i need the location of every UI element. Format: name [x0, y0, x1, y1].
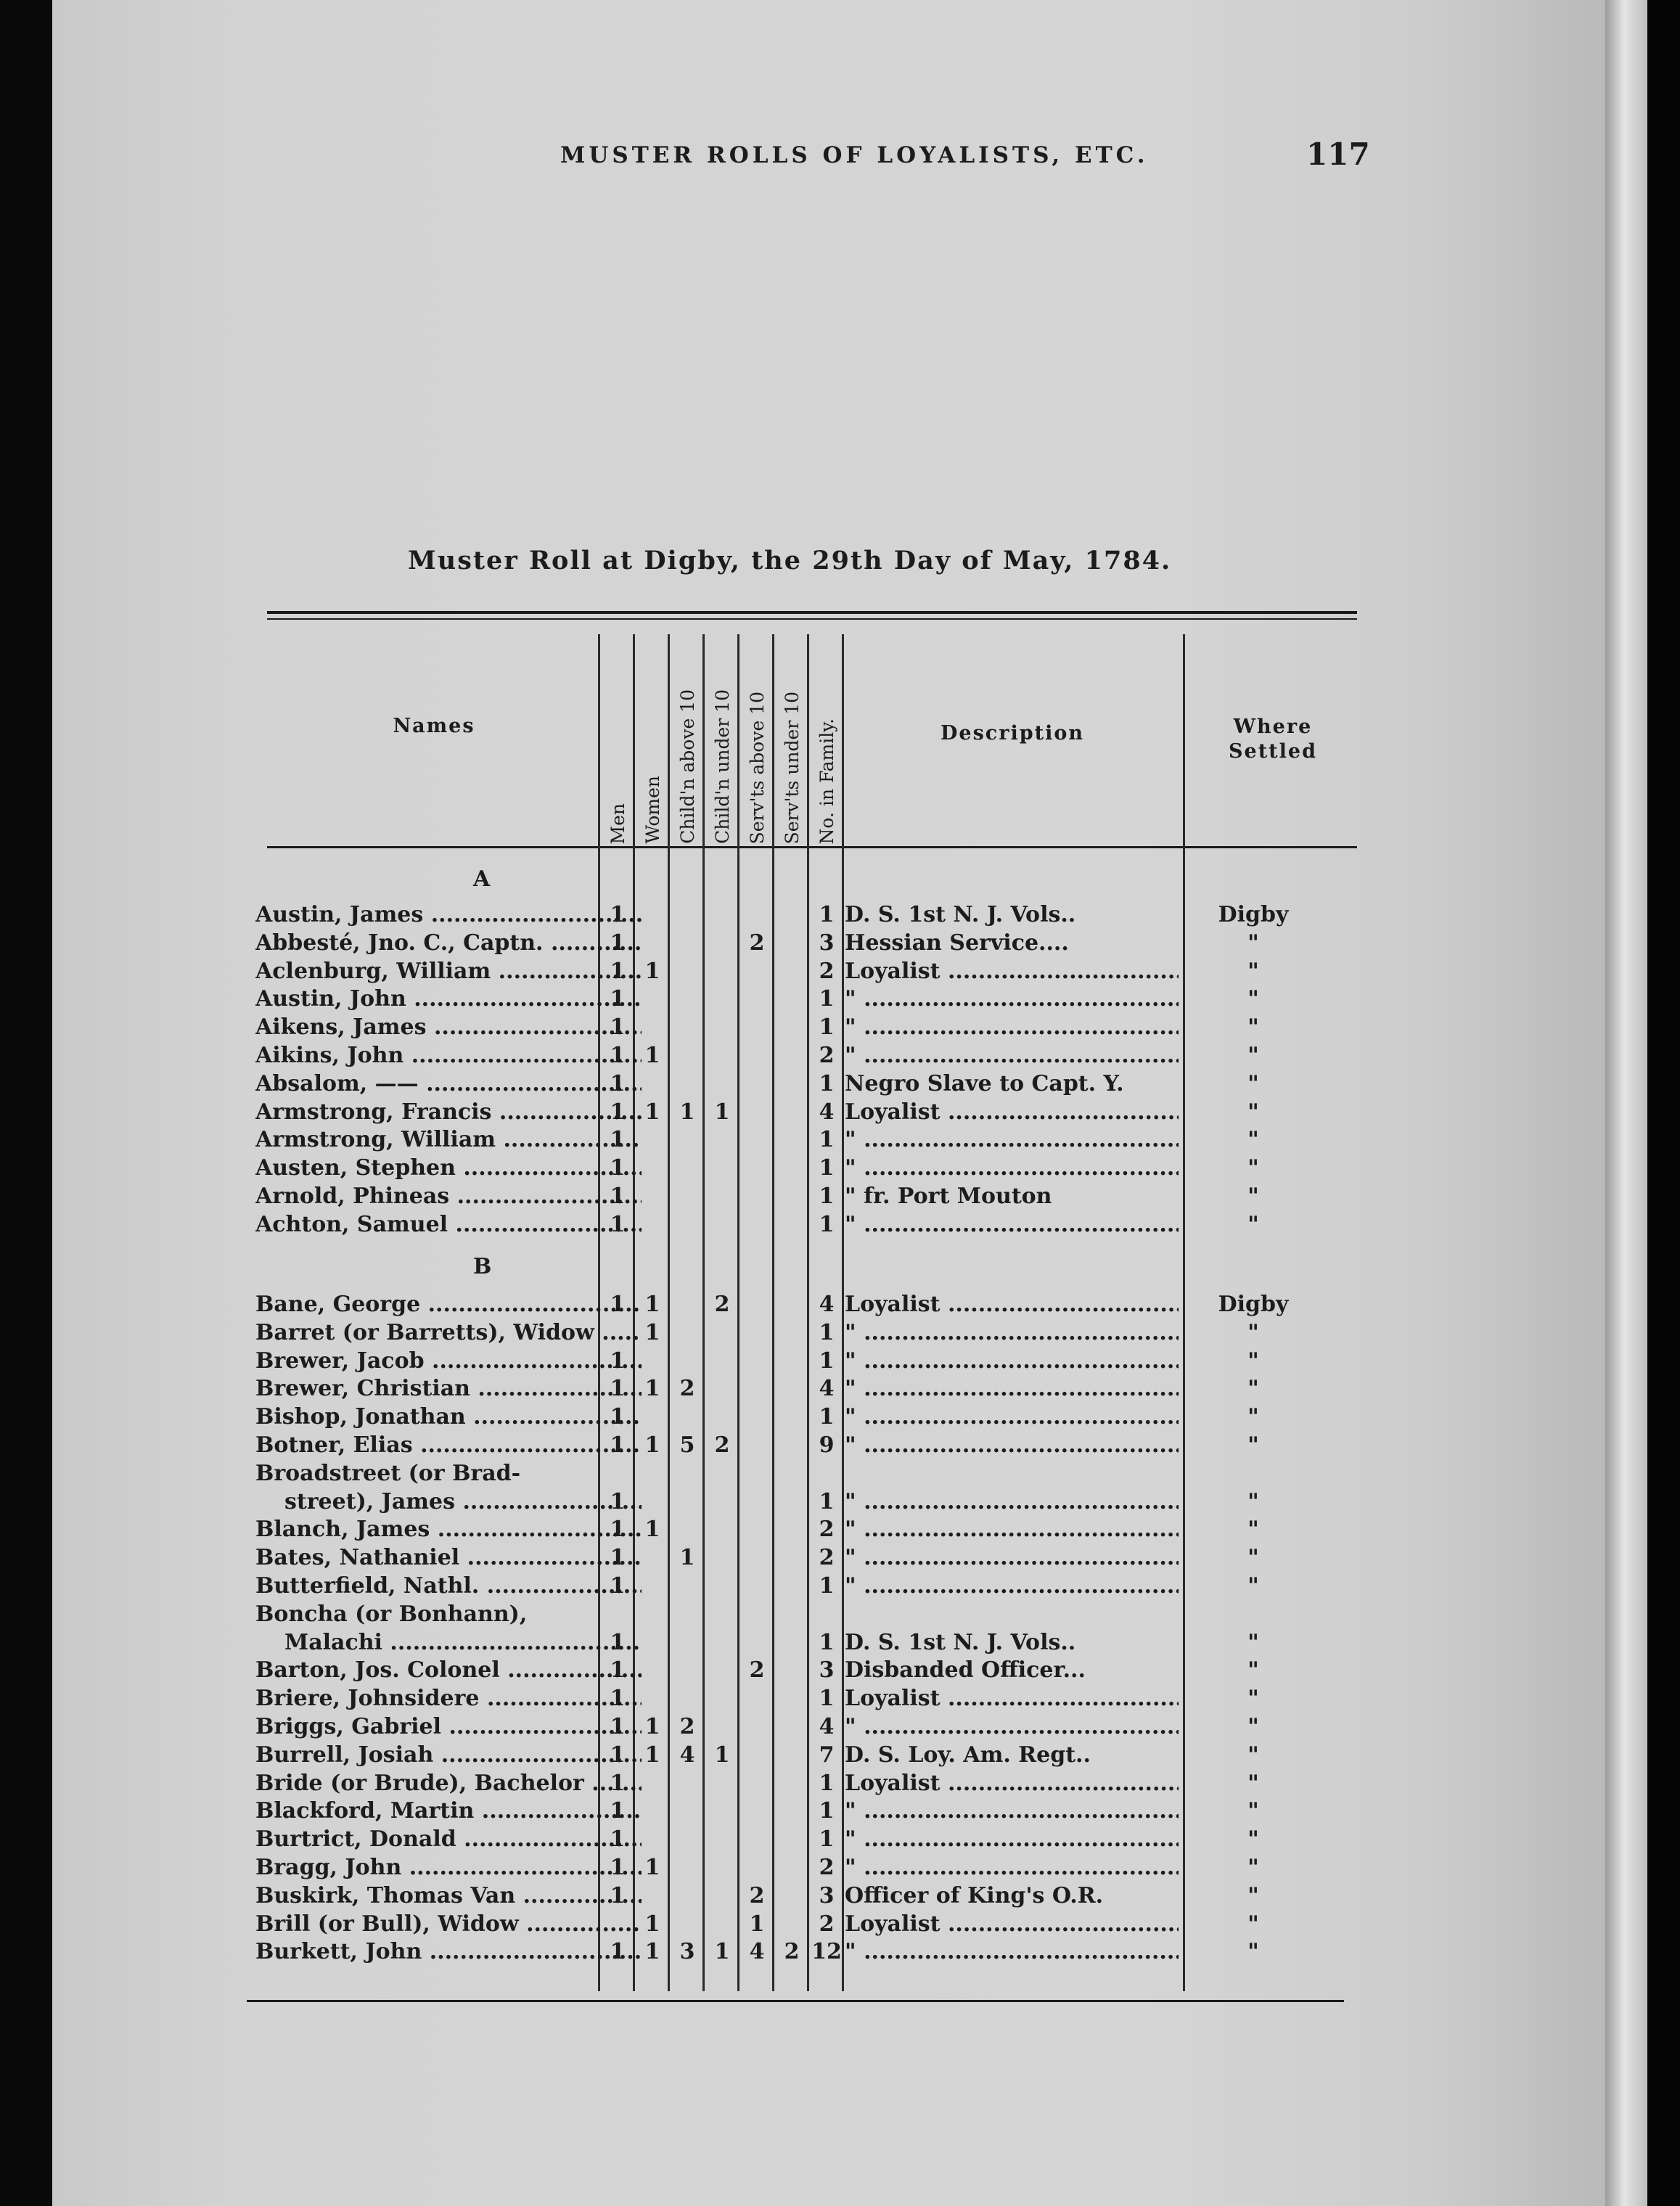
description-cell: " ..... [845, 1714, 1179, 1739]
fam-cell: 1 [819, 1629, 835, 1655]
table-row [52, 1883, 1605, 1911]
table-row [52, 1630, 1605, 1657]
fam-cell: 1 [819, 1319, 835, 1345]
name-cell: Barton, Jos. Colonel ..... [255, 1657, 642, 1683]
fam-cell: 3 [819, 930, 835, 956]
name-cell: Burtrict, Donald ..... [255, 1826, 642, 1852]
ca-cell: 1 [679, 1099, 695, 1125]
where-settled-cell: " [1247, 1070, 1259, 1096]
description-cell: " ..... [845, 1014, 1179, 1040]
where-settled-cell: " [1247, 1742, 1259, 1768]
men-cell: 1 [610, 902, 626, 927]
table-row [52, 1155, 1605, 1183]
women-cell: 1 [644, 1043, 660, 1068]
men-cell: 1 [610, 930, 626, 956]
sa-cell: 1 [749, 1911, 765, 1937]
men-cell: 1 [610, 1070, 626, 1096]
where-settled-cell: " [1247, 1376, 1259, 1402]
page-binding-edge [1605, 0, 1647, 2206]
where-settled-cell: " [1247, 1545, 1259, 1571]
cu-cell: 1 [714, 1742, 730, 1768]
men-cell: 1 [610, 1211, 626, 1237]
header-women: Women [642, 776, 663, 844]
table-row [52, 1212, 1605, 1239]
section-letter-b: B [473, 1254, 492, 1279]
ca-cell: 1 [679, 1545, 695, 1571]
women-cell: 1 [644, 1292, 660, 1317]
where-settled-cell: " [1247, 1348, 1259, 1374]
fam-cell: 1 [819, 1798, 835, 1824]
description-cell: Loyalist ..... [845, 1911, 1179, 1937]
fam-cell: 2 [819, 958, 835, 984]
men-cell: 1 [610, 1798, 626, 1824]
table-row [52, 1043, 1605, 1070]
description-cell: " ..... [845, 1348, 1179, 1374]
men-cell: 1 [610, 1855, 626, 1880]
where-settled-cell: " [1247, 1432, 1259, 1458]
fam-cell: 1 [819, 1014, 835, 1041]
name-cell: Austen, Stephen ..... [255, 1155, 642, 1181]
fam-cell: 1 [819, 1770, 835, 1796]
where-settled-cell: " [1247, 1911, 1259, 1937]
fam-cell: 12 [811, 1939, 842, 1965]
table-row [52, 930, 1605, 958]
table-row [52, 986, 1605, 1014]
fam-cell: 2 [819, 1043, 835, 1068]
men-cell: 1 [610, 1127, 626, 1153]
name-cell: Bride (or Brude), Bachelor ..... [255, 1771, 642, 1796]
where-settled-cell: " [1247, 958, 1259, 984]
where-settled-cell: " [1247, 986, 1259, 1012]
where-settled-cell: " [1247, 1211, 1259, 1237]
header-where-settled: Where Settled [1229, 715, 1317, 763]
table-row [52, 1911, 1605, 1939]
where-settled-cell: " [1247, 1517, 1259, 1543]
where-settled-cell: Digby [1218, 902, 1289, 927]
name-cell: Aclenburg, William ..... [255, 959, 642, 984]
men-cell: 1 [610, 1432, 626, 1458]
name-cell: Austin, John ..... [255, 986, 642, 1012]
fam-cell: 1 [819, 1070, 835, 1096]
men-cell: 1 [610, 1184, 626, 1209]
description-cell: " fr. Port Mouton [845, 1184, 1052, 1209]
name-cell: Brewer, Christian ..... [255, 1376, 642, 1401]
where-settled-cell: " [1247, 1404, 1259, 1430]
description-cell: " ..... [845, 1376, 1179, 1401]
table-row [52, 1320, 1605, 1348]
where-settled-cell: " [1247, 1657, 1259, 1684]
description-cell: " ..... [845, 1517, 1179, 1542]
description-cell: " ..... [845, 986, 1179, 1012]
fam-cell: 9 [819, 1432, 835, 1458]
women-cell: 1 [644, 958, 660, 984]
sa-cell: 2 [749, 1882, 765, 1908]
cu-cell: 1 [714, 1939, 730, 1965]
name-cell: Broadstreet (or Brad- [255, 1460, 521, 1486]
table-row [52, 1099, 1605, 1127]
table-row [52, 1432, 1605, 1460]
women-cell: 1 [644, 1319, 660, 1345]
men-cell: 1 [610, 1686, 626, 1712]
header-description: Description [941, 722, 1084, 745]
where-settled-cell: Digby [1218, 1292, 1289, 1317]
description-cell: " ..... [845, 1432, 1179, 1458]
men-cell: 1 [610, 1657, 626, 1684]
fam-cell: 1 [819, 1348, 835, 1374]
fam-cell: 1 [819, 1404, 835, 1430]
men-cell: 1 [610, 1826, 626, 1853]
name-cell: Boncha (or Bonhann), [255, 1601, 528, 1627]
women-cell: 1 [644, 1855, 660, 1880]
table-row [52, 1939, 1605, 1967]
table-row [52, 1602, 1605, 1629]
name-cell: Bishop, Jonathan ..... [255, 1404, 642, 1430]
sa-cell: 2 [749, 1657, 765, 1684]
description-cell: " ..... [845, 1404, 1179, 1430]
where-settled-cell: " [1247, 1826, 1259, 1853]
fam-cell: 1 [819, 1686, 835, 1712]
men-cell: 1 [610, 1348, 626, 1374]
cu-cell: 2 [714, 1432, 730, 1458]
table-row [52, 1461, 1605, 1488]
header-men: Men [607, 803, 628, 844]
su-cell: 2 [784, 1939, 800, 1965]
name-cell: Brill (or Bull), Widow ..... [255, 1911, 642, 1937]
ca-cell: 2 [679, 1714, 695, 1739]
header-servants-under-10: Serv'ts under 10 [781, 691, 803, 844]
name-cell: Briggs, Gabriel ..... [255, 1714, 642, 1739]
fam-cell: 1 [819, 902, 835, 927]
name-cell: Arnold, Phineas ..... [255, 1184, 642, 1209]
fam-cell: 7 [819, 1742, 835, 1768]
where-settled-cell: " [1247, 1573, 1259, 1599]
description-cell: Loyalist ..... [845, 1686, 1179, 1711]
book-page [52, 0, 1605, 2206]
description-cell: Loyalist ..... [845, 959, 1179, 984]
name-cell: Buskirk, Thomas Van ..... [255, 1883, 642, 1908]
fam-cell: 4 [819, 1376, 835, 1402]
table-row [52, 1826, 1605, 1854]
fam-cell: 3 [819, 1882, 835, 1908]
name-cell: street), James ..... [284, 1489, 642, 1514]
where-settled-cell: " [1247, 1155, 1259, 1181]
men-cell: 1 [610, 1714, 626, 1739]
table-row [52, 1404, 1605, 1432]
header-names: Names [393, 715, 475, 737]
page-number: 117 [1306, 136, 1370, 172]
table-row [52, 959, 1605, 986]
description-cell: Disbanded Officer... [845, 1657, 1086, 1684]
description-cell: " ..... [845, 1545, 1179, 1570]
header-children-above-10: Child'n above 10 [676, 689, 698, 844]
women-cell: 1 [644, 1432, 660, 1458]
description-cell: " ..... [845, 1855, 1179, 1880]
description-cell: " ..... [845, 1826, 1179, 1852]
table-row [52, 1071, 1605, 1099]
description-cell: D. S. 1st N. J. Vols.. [845, 1629, 1076, 1655]
fam-cell: 4 [819, 1292, 835, 1317]
description-cell: Hessian Service.... [845, 930, 1069, 956]
description-cell: " ..... [845, 1939, 1179, 1964]
fam-cell: 4 [819, 1714, 835, 1739]
table-row [52, 1517, 1605, 1544]
name-cell: Armstrong, Francis ..... [255, 1099, 642, 1125]
description-cell: Loyalist ..... [845, 1771, 1179, 1796]
men-cell: 1 [610, 1043, 626, 1068]
name-cell: Blackford, Martin ..... [255, 1798, 642, 1824]
table-row [52, 1184, 1605, 1211]
name-cell: Brewer, Jacob ..... [255, 1348, 642, 1374]
fam-cell: 4 [819, 1099, 835, 1125]
men-cell: 1 [610, 1770, 626, 1796]
name-cell: Malachi ..... [284, 1630, 642, 1655]
table-row [52, 1545, 1605, 1573]
name-cell: Bragg, John ..... [255, 1855, 642, 1880]
fam-cell: 2 [819, 1517, 835, 1543]
name-cell: Abbesté, Jno. C., Captn. ..... [255, 930, 642, 956]
name-cell: Bates, Nathaniel ..... [255, 1545, 642, 1570]
women-cell: 1 [644, 1099, 660, 1125]
name-cell: Butterfield, Nathl. ..... [255, 1573, 642, 1599]
women-cell: 1 [644, 1714, 660, 1739]
men-cell: 1 [610, 1376, 626, 1402]
header-family: No. in Family. [816, 718, 837, 844]
where-settled-cell: " [1247, 1184, 1259, 1209]
where-settled-cell: " [1247, 1043, 1259, 1068]
description-cell: " ..... [845, 1489, 1179, 1514]
name-cell: Austin, James ..... [255, 902, 642, 927]
fam-cell: 3 [819, 1657, 835, 1684]
fam-cell: 1 [819, 986, 835, 1012]
men-cell: 1 [610, 1155, 626, 1181]
fam-cell: 1 [819, 1184, 835, 1209]
name-cell: Aikins, John ..... [255, 1043, 642, 1068]
table-row [52, 1376, 1605, 1403]
men-cell: 1 [610, 1573, 626, 1599]
fam-cell: 2 [819, 1545, 835, 1571]
women-cell: 1 [644, 1742, 660, 1768]
where-settled-cell: " [1247, 1770, 1259, 1796]
where-settled-cell: " [1247, 1798, 1259, 1824]
ca-cell: 2 [679, 1376, 695, 1402]
description-cell: " ..... [845, 1573, 1179, 1599]
name-cell: Botner, Elias ..... [255, 1432, 642, 1458]
description-cell: " ..... [845, 1320, 1179, 1345]
scan-border [1647, 0, 1680, 2206]
description-cell: " ..... [845, 1212, 1179, 1237]
fam-cell: 1 [819, 1211, 835, 1237]
description-cell: D. S. Loy. Am. Regt.. [845, 1742, 1091, 1768]
men-cell: 1 [610, 1292, 626, 1317]
header-bottom-rule [267, 846, 1357, 848]
table-row [52, 1292, 1605, 1319]
description-cell: Loyalist ..... [845, 1099, 1179, 1125]
table-row [52, 1014, 1605, 1042]
men-cell: 1 [610, 1629, 626, 1655]
men-cell: 1 [610, 958, 626, 984]
header-children-under-10: Child'n under 10 [711, 689, 733, 844]
cu-cell: 1 [714, 1099, 730, 1125]
women-cell: 1 [644, 1939, 660, 1965]
men-cell: 1 [610, 1014, 626, 1041]
fam-cell: 1 [819, 1127, 835, 1153]
table-top-rule [267, 611, 1357, 614]
description-cell: Negro Slave to Capt. Y. [845, 1070, 1124, 1096]
name-cell: Burrell, Josiah ..... [255, 1742, 642, 1768]
table-title: Muster Roll at Digby, the 29th Day of May, 1784. [408, 546, 1172, 575]
fam-cell: 1 [819, 1155, 835, 1181]
women-cell: 1 [644, 1376, 660, 1402]
header-servants-above-10: Serv'ts above 10 [746, 691, 768, 844]
sa-cell: 2 [749, 930, 765, 956]
fam-cell: 1 [819, 1488, 835, 1514]
table-row [52, 1771, 1605, 1798]
men-cell: 1 [610, 1488, 626, 1514]
ca-cell: 3 [679, 1939, 695, 1965]
running-title: MUSTER ROLLS OF LOYALISTS, ETC. [560, 142, 1149, 168]
fam-cell: 2 [819, 1855, 835, 1880]
men-cell: 1 [610, 1742, 626, 1768]
table-row [52, 1714, 1605, 1742]
name-cell: Achton, Samuel ..... [255, 1212, 642, 1237]
description-cell: Loyalist ..... [845, 1292, 1179, 1317]
name-cell: Absalom, —— ..... [255, 1071, 642, 1096]
men-cell: 1 [610, 1404, 626, 1430]
men-cell: 1 [610, 1099, 626, 1125]
name-cell: Briere, Johnsidere ..... [255, 1686, 642, 1711]
table-row [52, 1489, 1605, 1517]
women-cell: 1 [644, 1517, 660, 1543]
name-cell: Bane, George ..... [255, 1292, 642, 1317]
table-row [52, 1742, 1605, 1770]
description-cell: " ..... [845, 1798, 1179, 1824]
cu-cell: 2 [714, 1292, 730, 1317]
description-cell: D. S. 1st N. J. Vols.. [845, 902, 1076, 927]
where-settled-cell: " [1247, 930, 1259, 956]
table-row [52, 1573, 1605, 1601]
table-row [52, 1798, 1605, 1826]
men-cell: 1 [610, 1517, 626, 1543]
table-row [52, 1348, 1605, 1376]
table-row [52, 1855, 1605, 1882]
where-settled-cell: " [1247, 1714, 1259, 1739]
name-cell: Burkett, John ..... [255, 1939, 642, 1964]
description-cell: " ..... [845, 1127, 1179, 1152]
women-cell: 1 [644, 1911, 660, 1937]
ca-cell: 4 [679, 1742, 695, 1768]
where-settled-cell: " [1247, 1488, 1259, 1514]
name-cell: Barret (or Barretts), Widow ..... [255, 1320, 642, 1345]
where-settled-cell: " [1247, 1014, 1259, 1041]
table-top-rule-thin [267, 618, 1357, 620]
description-cell: Officer of King's O.R. [845, 1882, 1104, 1908]
section-letter-a: A [473, 866, 491, 892]
where-settled-cell: " [1247, 1855, 1259, 1880]
description-cell: " ..... [845, 1155, 1179, 1181]
fam-cell: 1 [819, 1826, 835, 1853]
men-cell: 1 [610, 986, 626, 1012]
description-cell: " ..... [845, 1043, 1179, 1068]
where-settled-cell: " [1247, 1686, 1259, 1712]
table-row [52, 902, 1605, 930]
where-settled-cell: " [1247, 1099, 1259, 1125]
table-bottom-rule [247, 2000, 1344, 2002]
fam-cell: 2 [819, 1911, 835, 1937]
men-cell: 1 [610, 1882, 626, 1908]
name-cell: Blanch, James ..... [255, 1517, 642, 1542]
ca-cell: 5 [679, 1432, 695, 1458]
name-cell: Armstrong, William ..... [255, 1127, 642, 1152]
fam-cell: 1 [819, 1573, 835, 1599]
table-row [52, 1657, 1605, 1685]
where-settled-cell: " [1247, 1629, 1259, 1655]
name-cell: Aikens, James ..... [255, 1014, 642, 1040]
table-row [52, 1127, 1605, 1155]
where-settled-cell: " [1247, 1939, 1259, 1965]
men-cell: 1 [610, 1939, 626, 1965]
where-settled-cell: " [1247, 1882, 1259, 1908]
men-cell: 1 [610, 1545, 626, 1571]
where-settled-cell: " [1247, 1319, 1259, 1345]
table-row [52, 1686, 1605, 1713]
sa-cell: 4 [749, 1939, 765, 1965]
where-settled-cell: " [1247, 1127, 1259, 1153]
